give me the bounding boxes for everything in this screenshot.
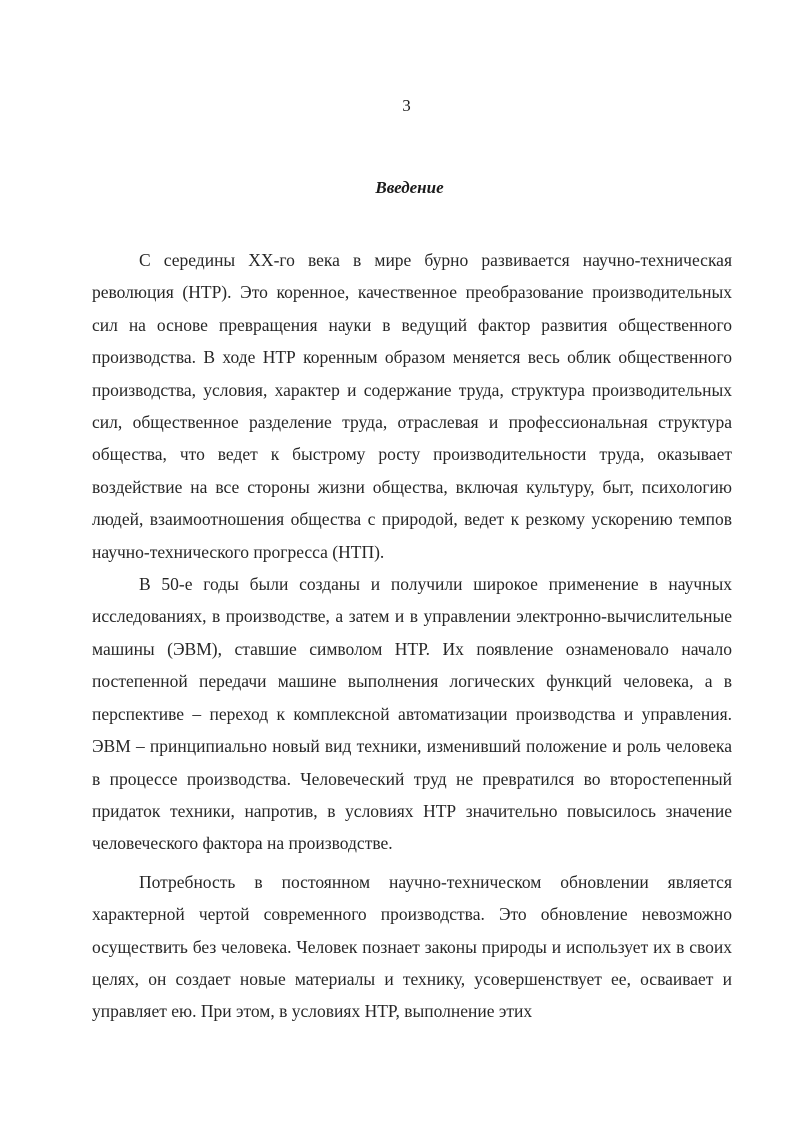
paragraph-2: В 50-е годы были созданы и получили широкое применение в научных исследованиях, в производстве, а затем и в управлении электронно-вычислительные машины (ЭВМ), ставшие символом НТР. Их появление ознаменовало начало постепенной передачи машине выполнения логических функций человека, а в перспективе – переход к комплексной автоматизации производства и управления. ЭВМ – принципиально новый вид техники, изменивший положение и роль человека в процессе производства. Человеческий труд не превратился во второстепенный придаток техники, напротив, в условиях НТР значительно повысилось значение человеческого фактора на производстве. — [92, 574, 732, 854]
body-text — [92, 244, 732, 1028]
section-heading: Введение — [375, 178, 444, 197]
paragraph-3: Потребность в постоянном научно-техническом обновлении является характерной чертой современного производства. Это обновление невозможно осуществить без человека. Человек познает законы природы и использует их в своих целях, он создает новые материалы и технику, усовершенствует ее, осваивает и управляет ею. При этом, в условиях НТР, выполнение этих — [92, 871, 732, 1022]
page-number: 3 — [402, 96, 411, 115]
paragraph-1: С середины XX-го века в мире бурно развивается научно-техническая революция (НТР). Это коренное, качественное преобразование производительных сил на основе превращения науки в ведущий фактор развития общественного производства. В ходе НТР коренным образом меняется весь облик общественного производства, условия, характер и содержание труда, структура производительных сил, общественное разделение труда, отраслевая и профессиональная структура общества, что ведет к быстрому росту производительности труда, оказывает воздействие на все стороны жизни общества, включая культуру, быт, психологию людей, взаимоотношения общества с природой, ведет к резкому ускорению темпов научно-технического прогресса (НТП). — [92, 250, 732, 562]
